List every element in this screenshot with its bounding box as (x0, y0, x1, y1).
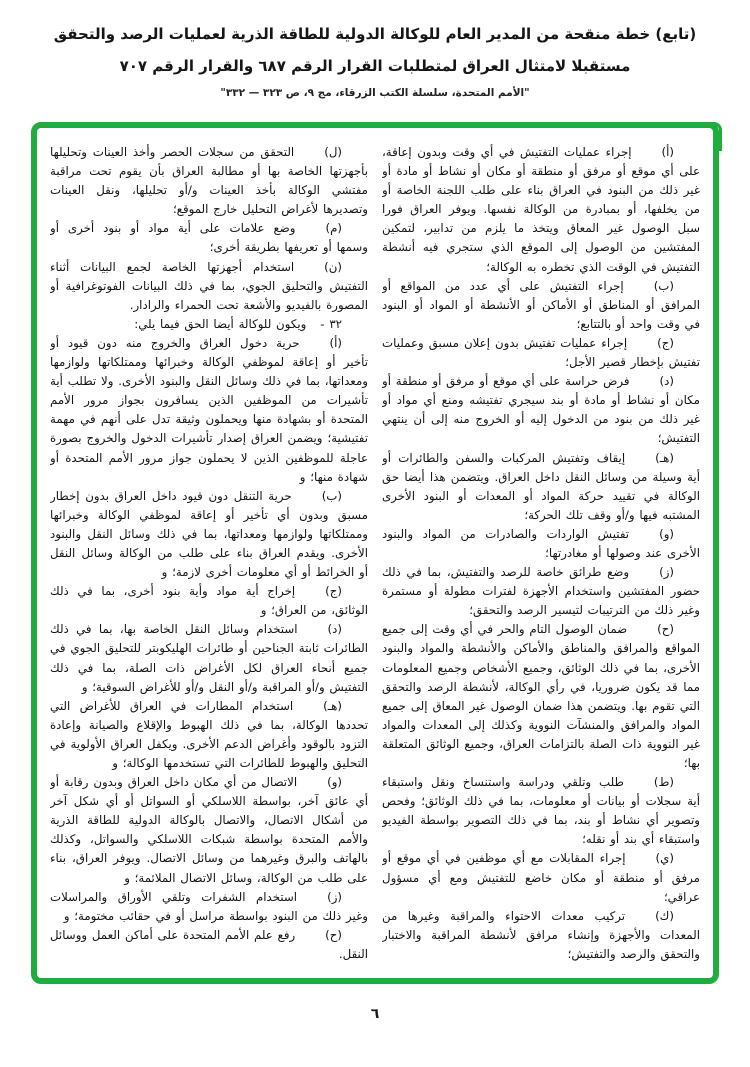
clause-paragraph (50, 258, 368, 315)
clause-text: استخدام الشفرات وتلقي الأوراق والمراسلات وغير ذلك من البنود بواسطة مراسل أو في حقائب مختومة؛ و (50, 889, 368, 923)
clause-text: إجراء المقابلات مع أي موظفين في أي موقع أو مرفق أو منطقة أو مكان خاضع للتفتيش ومع أي مسؤول عراقي؛ (382, 851, 700, 904)
clause-text: ضمان الوصول التام والحر في أي وقت إلى جميع المواقع والمرافق والمناطق والأماكن والأنشطة والمواد والبنود الأخرى، بما في ذلك الوثائق، وجميع الأشخاص وجميع المعلومات مما قد يكون ضروريا، في رأي الوكالة، لأنشطة الرصد والتحقق التي تقوم بها. ويتضمن هذا ضمان الوصول غير المعاق إلى جميع المواد والمرافق والمنشآت النووية وكذلك إلى المعدات والمواد غير النووية ذات الصلة بالتزامات العراق، وجميع الوثائق المتعلقة بها؛ (382, 622, 700, 770)
clause-text: إجراء عمليات تفتيش بدون إعلان مسبق وعمليات تفتيش بإخطار قصير الأجل؛ (382, 335, 700, 370)
clause-paragraph (382, 773, 700, 849)
clause-paragraph (382, 372, 700, 448)
clause-label: (د) (327, 622, 342, 637)
clause-text: حرية التنقل دون قيود داخل العراق بدون إخطار مسبق وبدون أي تأخير أو إعاقة لموظفي الوكالة وخبرائها وممتلكاتها ولوازمها ومعداتها، بما في ذلك وسائل النقل والبنود الأخرى. ويقدم العراق بناء على طلب من الوكالة وسائل النقل أو الخرائط أو أي معلومات أخرى لازمة؛ و (50, 488, 368, 580)
clause-label: (ز) (327, 889, 342, 904)
clause-paragraph (382, 849, 700, 906)
clause-text: استخدام المطارات في العراق للأغراض التي تحددها الوكالة، بما في ذلك الهبوط والإقلاع والصيانة وإعادة التزود بالوقود وأغراض الدعم الأخرى. ويكفل العراق الأولوية في التحليق والهبوط للطائرات التي تستخدمها الوكالة؛ و (50, 698, 368, 770)
clause-paragraph (50, 620, 368, 696)
clause-label: (و) (659, 526, 674, 541)
column-left (50, 143, 368, 966)
clause-label: (م) (325, 221, 342, 236)
content-frame (31, 122, 719, 984)
clause-paragraph (382, 449, 700, 525)
clause-paragraph (382, 907, 700, 964)
clause-text: الاتصال من أي مكان داخل العراق وبدون رقابة أو أي عائق آخر، بواسطة اللاسلكي أو السواتل أو أي شكل آخر من أشكال الاتصال، والاتصال بالوكالة الدولية للطاقة الذرية والأمم المتحدة بواسطة شبكات اللاسلكي والسواتل، وكذلك بالهاتف والبرق وغيرهما من وسائل الاتصال. ويوفر العراق، بناء على طلب من الوكالة، وسائل الاتصال الملائمة؛ و (50, 775, 368, 885)
clause-label: (هـ) (655, 450, 674, 465)
clause-paragraph (50, 219, 368, 257)
clause-text: طلب وتلقي ودراسة واستنساخ ونقل واستبقاء أية سجلات أو بيانات أو معلومات، بما في ذلك الوثائق؛ وفحص وتصوير أي نشاط أو بند، بما في ذلك التصوير بواسطة الفيديو واستبقاء أي بند أو نقله؛ (382, 775, 700, 847)
document-header (0, 0, 750, 104)
clause-label: (ح) (657, 622, 674, 637)
clause-paragraph (382, 143, 700, 277)
page-number: ٦ (370, 1006, 380, 1022)
clause-paragraph (382, 334, 700, 372)
column-right (382, 143, 700, 966)
clause-text: ويكون للوكالة أيضا الحق فيما يلي: (134, 316, 307, 331)
clause-label: (ز) (659, 565, 674, 580)
clause-paragraph (50, 888, 368, 926)
clause-label: (و) (327, 775, 342, 790)
clause-text: وضع طرائق خاصة للرصد والتفتيش، بما في ذلك حضور المفتشين واستخدام الأجهزة لفترات مطولة أو مستمرة وغير ذلك من الترتيبات لتيسير الرصد والتحقق؛ (382, 565, 700, 618)
clause-paragraph (382, 525, 700, 563)
clause-paragraph (382, 620, 700, 773)
clause-paragraph (50, 487, 368, 582)
clause-label: (ج) (325, 584, 342, 599)
clause-paragraph (50, 697, 368, 773)
clause-label: (ي) (655, 851, 674, 866)
clause-label: (أ) (329, 335, 342, 350)
clause-paragraph (50, 926, 368, 964)
clause-text: وضع علامات على أية مواد أو بنود أخرى أو وسمها أو تعريفها بطريقة أخرى؛ (50, 221, 368, 255)
clause-paragraph (382, 563, 700, 620)
two-column-layout (37, 128, 713, 978)
clause-text: إخراج أية مواد وأية بنود أخرى، بما في ذلك الوثائق، من العراق؛ و (50, 584, 368, 618)
clause-paragraph (50, 773, 368, 888)
numbered-item-32 (50, 315, 368, 334)
document-source-citation: "الأمم المتحدة، سلسلة الكتب الزرقاء، مج ٩، ص ٣٢٣ — ٣٣٢" (220, 87, 530, 99)
clause-label: (د) (659, 374, 674, 389)
clause-label: (ب) (653, 278, 674, 293)
clause-label: (ح) (325, 927, 342, 942)
clause-paragraph (50, 334, 368, 487)
clause-text: استخدام وسائل النقل الخاصة بها، بما في ذلك الطائرات ثابتة الجناحين أو طائرات الهليكوبتر للتحليق الجوي في جميع أنحاء العراق لكل الأغراض ذات الصلة، بما في ذلك التفتيش و/أو المراقبة و/أو النقل و/أو للأغراض السوقية؛ و (50, 622, 368, 694)
clause-label: (هـ) (323, 698, 342, 713)
clause-text: تركيب معدات الاحتواء والمراقبة وغيرها من المعدات والأجهزة وإنشاء مرافق لأنشطة المراقبة والاختبار والتحقق والرصد والتفتيش؛ (382, 908, 700, 961)
clause-text: إيقاف وتفتيش المركبات والسفن والطائرات أو أية وسيلة من وسائل النقل داخل العراق. ويتضمن هذا أيضا حق الوكالة في تقييد حركة المواد أو المعدات أو البنود الأخرى المشتبه فيها و/أو وقف تلك الحركة؛ (382, 450, 700, 522)
clause-label: (أ) (661, 145, 674, 159)
clause-label: (ج) (657, 335, 674, 350)
document-title-line-2: مستقبلا لامتثال العراق لمتطلبات القرار الرقم ٦٨٧ والقرار الرقم ٧٠٧ (119, 57, 631, 75)
clause-text: رفع علم الأمم المتحدة على أماكن العمل ووسائل النقل. (50, 927, 368, 961)
clause-text: التحقق من سجلات الحصر وأخذ العينات وتحليلها بأجهزتها الخاصة بها أو مطالبة العراق بأن يقوم تحت مراقبة مفتشي الوكالة بأخذ العينات و/أو تحليلها، ونقل العينات وتصديرها لأغراض التحليل خارج الموقع؛ (50, 145, 368, 217)
clause-paragraph (50, 143, 368, 219)
clause-text: إجراء التفتيش على أي عدد من المواقع أو المرافق أو المناطق أو الأماكن أو الأنشطة أو المواد أو البنود في وقت واحد أو بالتتابع؛ (382, 278, 700, 331)
item-number: ٣٢ - (320, 316, 342, 331)
clause-text: تفتيش الواردات والصادرات من المواد والبنود الأخرى عند وصولها أو مغادرتها؛ (382, 526, 700, 560)
clause-label: (ل) (324, 145, 342, 159)
clause-paragraph (50, 582, 368, 620)
clause-label: (ب) (321, 488, 342, 503)
clause-text: استخدام أجهزتها الخاصة لجمع البيانات أثناء التفتيش والتحليق الجوي، بما في ذلك البيانات الفوتوغرافية أو المصورة بالفيديو والأشعة تحت الحمراء والرادار. (50, 259, 368, 312)
clause-text: فرض حراسة على أي موقع أو مرفق أو منطقة أو مكان أو نشاط أو مادة أو بند سيجري تفتيشه ومنع أي مواد أو غير ذلك من بنود من الدخول إليه أو الخروج منه إلى أن ينتهي التفتيش؛ (382, 374, 700, 446)
clause-paragraph (382, 277, 700, 334)
clause-text: حرية دخول العراق والخروج منه دون قيود أو تأخير أو إعاقة لموظفي الوكالة وخبرائها وممتلكاتها ولوازمها ومعداتها، بما في ذلك وسائل النقل والبنود الأخرى. ولا تطلب أية تأشيرات من الموظفين الذين يسافرون بجواز مرور الأمم المتحدة أو بشهادة منها ويحملون وثيقة تدل على أنهم في مهمة تفتيشية؛ ويضمن العراق إصدار تأشيرات الدخول والخروج بصورة عاجلة للموظفين الذين لا يحملون جواز مرور الأمم المتحدة أو شهادة منها؛ و (50, 335, 368, 484)
clause-label: (ك) (655, 908, 674, 923)
document-title-line-1: (تابع) خطة منقحة من المدير العام للوكالة الدولية للطاقة الذرية لعمليات الرصد والتحقق (53, 25, 697, 43)
clause-label: (ن) (324, 259, 342, 274)
clause-label: (ط) (653, 775, 674, 790)
clause-text: إجراء عمليات التفتيش في أي وقت وبدون إعاقة، على أي موقع أو مرفق أو منطقة أو مكان أو نشاط أو مادة أو غير ذلك من البنود في العراق بناء على طلب اللجنة الخاصة أو من يخلفها، أو بمبادرة من الوكالة نفسها. ويوفر العراق فورا سبل الوصول غير المعاق ويتخذ ما يلزم من تدابير، لتمكين المفتشين من الوصول إلى الموقع الذي ستجري فيه أنشطة التفتيش في الوقت الذي تخطره به الوكالة؛ (382, 145, 700, 274)
